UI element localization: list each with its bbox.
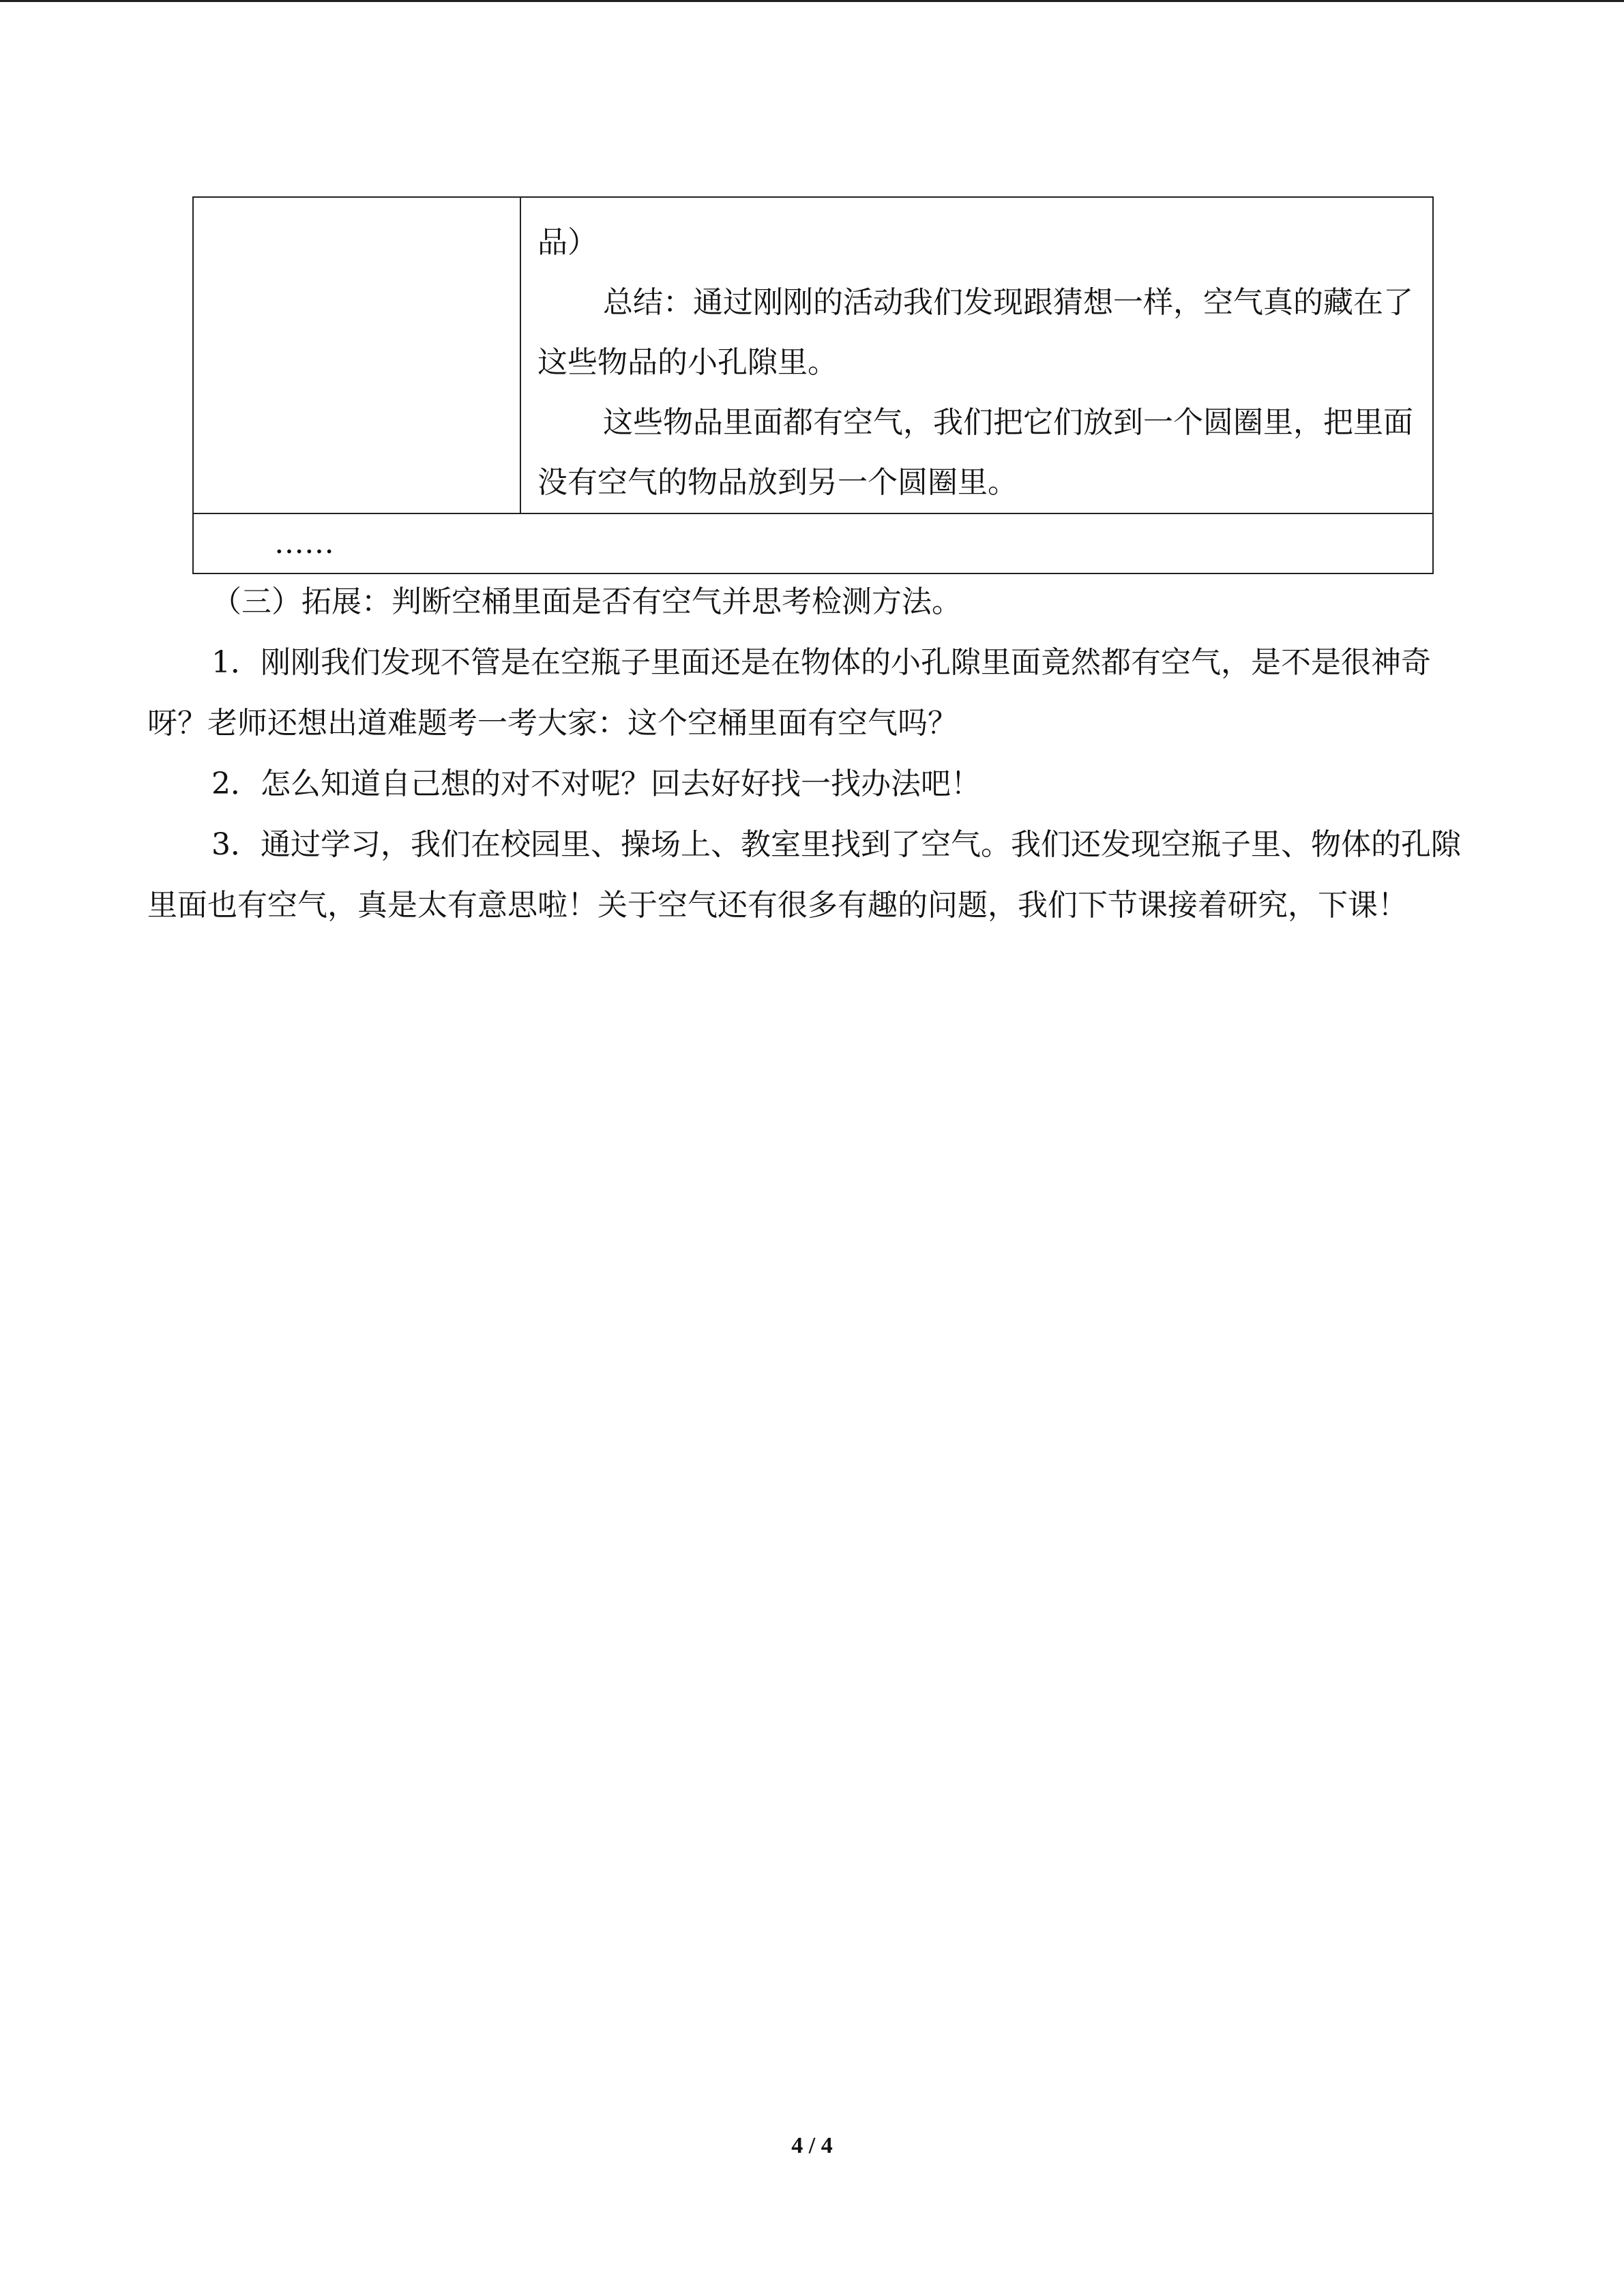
page-number: 4 / 4 — [791, 2133, 833, 2158]
table-cell-line-continuation: 品） — [537, 225, 597, 260]
table-cell-right — [520, 197, 1433, 513]
table-cell-instruction: 这些物品里面都有空气，我们把它们放到一个圆圈里，把里面没有空气的物品放到另一个圆圈里。 — [537, 405, 1413, 500]
section-item-3: 3．通过学习，我们在校园里、操场上、教室里找到了空气。我们还发现空瓶子里、物体的孔隙里面也有空气，真是太有意思啦！关于空气还有很多有趣的问题，我们下节课接着研究，下课！ — [147, 827, 1461, 923]
table-ellipsis: …… — [193, 513, 1433, 573]
table-cell-left — [193, 197, 520, 513]
page-top-border — [0, 0, 1624, 2]
table-row — [193, 197, 1433, 513]
section-heading: （三）拓展：判断空桶里面是否有空气并思考检测方法。 — [211, 584, 962, 619]
section-item-2: 2．怎么知道自己想的对不对呢？回去好好找一找办法吧！ — [211, 766, 981, 801]
section-item-1: 1．刚刚我们发现不管是在空瓶子里面还是在物体的小孔隙里面竟然都有空气，是不是很神奇呀？老师还想出道难题考一考大家：这个空桶里面有空气吗？ — [147, 645, 1431, 741]
table-cell-summary: 总结：通过刚刚的活动我们发现跟猜想一样，空气真的藏在了这些物品的小孔隙里。 — [537, 285, 1413, 380]
table-row-ellipsis — [193, 513, 1433, 573]
table-cell-content — [521, 198, 1432, 513]
lesson-plan-table — [192, 196, 1434, 574]
extension-section — [147, 571, 1477, 936]
